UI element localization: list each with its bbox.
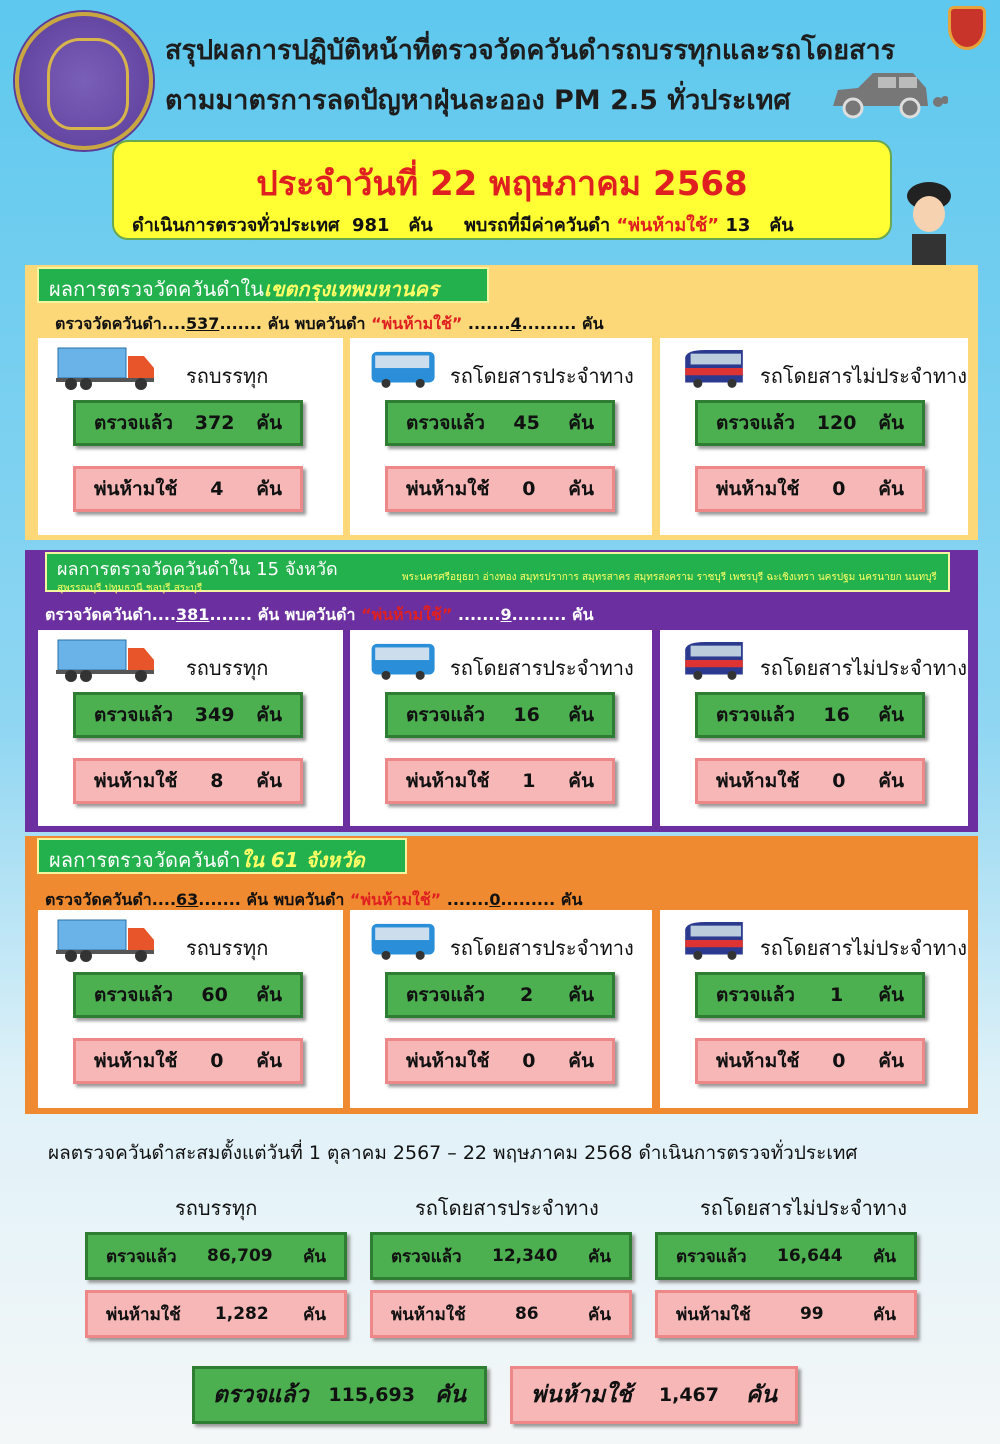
section-header xyxy=(45,552,950,592)
page-title-line2: ตามมาตรการลดปัญหาฝุ่นละออง PM 2.5 ทั่วประเทศ xyxy=(165,85,791,116)
page-title-line1: สรุปผลการปฏิบัติหน้าที่ตรวจวัดควันดำรถบรรทุกและรถโดยสาร xyxy=(165,35,896,66)
checked-label: ตรวจแล้ว xyxy=(94,984,173,1006)
unit: คัน xyxy=(587,1304,611,1325)
banned-label: “พ่นห้ามใช้” xyxy=(349,890,442,909)
checked-label: ตรวจแล้ว xyxy=(406,412,485,434)
checked-count: 45 xyxy=(513,412,540,434)
banned-label: พ่นห้ามใช้ xyxy=(94,478,178,500)
banned-label: “พ่นห้ามใช้” xyxy=(361,605,453,624)
banned-label: พ่นห้ามใช้ xyxy=(406,478,490,500)
checked-pill xyxy=(695,692,925,738)
checked-label: ตรวจแล้ว xyxy=(106,1246,177,1267)
unit: คัน xyxy=(878,770,904,792)
unit: คัน xyxy=(878,1050,904,1072)
unit: คัน xyxy=(303,1246,326,1267)
vehicle-type-label: รถโดยสารประจำทาง xyxy=(450,936,634,960)
banned-pill xyxy=(73,466,303,512)
banned-pill xyxy=(695,758,925,804)
unit: คัน xyxy=(303,1304,326,1325)
banned-count: 86 xyxy=(514,1304,539,1324)
section-banned: 0 xyxy=(489,890,501,909)
section-header xyxy=(37,838,407,874)
banned-label: พ่นห้ามใช้ xyxy=(391,1304,466,1325)
banned-count: 0 xyxy=(832,770,846,792)
checked-count: 16,644 xyxy=(777,1246,843,1266)
banned-pill xyxy=(695,466,925,512)
unit: คัน xyxy=(256,770,282,792)
found-label: คัน พบควันดำ xyxy=(257,605,356,624)
checked-count: 1 xyxy=(829,984,844,1006)
unit: คัน xyxy=(568,984,594,1006)
banned-count: 4 xyxy=(210,478,224,500)
banned-pill xyxy=(385,1038,615,1084)
unit: คัน xyxy=(878,478,904,500)
checked-count: 16 xyxy=(513,704,540,726)
banned-label: พ่นห้ามใช้ xyxy=(94,770,178,792)
section-banned: 4 xyxy=(510,314,522,333)
banned-count: 1 xyxy=(522,770,536,792)
banned-label: “พ่นห้ามใช้” xyxy=(616,215,720,236)
banned-pill xyxy=(385,466,615,512)
banned-pill xyxy=(695,1038,925,1084)
checked-count: 16 xyxy=(823,704,850,726)
inspected-label: ดำเนินการตรวจทั่วประเทศ xyxy=(132,215,340,236)
checked-label: ตรวจแล้ว xyxy=(391,1246,462,1267)
vehicle-card-bus_nonfixed xyxy=(660,338,968,535)
vehicle-type-label: รถโดยสารไม่ประจำทาง xyxy=(760,936,968,960)
vehicle-type-label: รถโดยสารประจำทาง xyxy=(450,364,634,388)
police-badge-logo xyxy=(948,6,986,50)
checked-count: 349 xyxy=(194,704,235,726)
unit: คัน xyxy=(878,984,904,1006)
vehicle-card-bus_nonfixed xyxy=(660,910,968,1108)
cumulative-vehicle-label: รถโดยสารไม่ประจำทาง xyxy=(700,1196,908,1220)
banned-count: 8 xyxy=(210,770,224,792)
vehicle-type-label: รถโดยสารประจำทาง xyxy=(450,656,634,680)
vehicle-type-label: รถบรรทุก xyxy=(186,936,269,960)
unit: คัน xyxy=(588,1246,611,1267)
vehicle-type-label: รถบรรทุก xyxy=(186,656,269,680)
cumulative-vehicle-label: รถโดยสารประจำทาง xyxy=(415,1196,599,1220)
found-label: คัน พบควันดำ xyxy=(267,314,366,333)
daily-summary-line xyxy=(132,210,794,239)
vehicle-type-label: รถโดยสารไม่ประจำทาง xyxy=(760,656,968,680)
unit: คัน xyxy=(745,1382,777,1408)
banned-label: พ่นห้ามใช้ xyxy=(94,1050,178,1072)
cumulative-banned-pill xyxy=(85,1290,347,1338)
section-summary-line: ตรวจวัดควันดำ....381....... คัน พบควันดำ “พ่นห้ามใช้” .......9......... คัน xyxy=(45,605,594,624)
unit: คัน xyxy=(256,478,282,500)
found-label: คัน พบควันดำ xyxy=(246,890,345,909)
checked-label: ตรวจแล้ว xyxy=(676,1246,747,1267)
checked-count: 86,709 xyxy=(207,1246,273,1266)
unit: คัน xyxy=(256,984,282,1006)
banned-count: 0 xyxy=(210,1050,224,1072)
banned-label: พ่นห้ามใช้ xyxy=(716,1050,800,1072)
banned-count: 0 xyxy=(522,1050,536,1072)
section-title: ผลการตรวจวัดควันดำใน xyxy=(49,277,264,301)
unit: คัน xyxy=(568,1050,594,1072)
checked-count: 372 xyxy=(194,412,235,434)
section-banned: 9 xyxy=(500,605,512,624)
checked-label: ตรวจแล้ว xyxy=(94,412,173,434)
total-banned-pill xyxy=(510,1366,798,1424)
truck-icon xyxy=(56,346,156,391)
banned-count: 0 xyxy=(832,478,846,500)
section-inspected: 537 xyxy=(186,314,220,333)
found-label: พบรถที่มีค่าควันดำ xyxy=(464,215,611,236)
section-header xyxy=(37,267,489,303)
vehicle-card-bus_fixed xyxy=(350,338,652,535)
cumulative-banned-pill xyxy=(655,1290,917,1338)
cumulative-vehicle-label: รถบรรทุก xyxy=(175,1196,258,1220)
cumulative-checked-pill xyxy=(85,1232,347,1280)
unit: คัน xyxy=(581,314,604,333)
vehicle-card-truck xyxy=(38,338,343,535)
department-seal-logo xyxy=(15,12,153,150)
vehicle-card-bus_nonfixed xyxy=(660,630,968,826)
unit: คัน xyxy=(568,478,594,500)
banned-pill xyxy=(385,758,615,804)
total-checked-count: 115,693 xyxy=(328,1384,415,1406)
section-inspected: 63 xyxy=(176,890,199,909)
section-title-emphasis: ใน 61 จังหวัด xyxy=(240,848,365,872)
unit: คัน xyxy=(568,412,594,434)
vehicle-card-bus_fixed xyxy=(350,910,652,1108)
checked-pill xyxy=(73,400,303,446)
banned-count: 1,282 xyxy=(214,1304,269,1324)
truck-icon xyxy=(56,638,156,683)
checked-count: 120 xyxy=(816,412,857,434)
section-title: ผลการตรวจวัดควันดำ xyxy=(49,848,241,872)
inspect-label: ตรวจวัดควันดำ xyxy=(55,314,162,333)
cumulative-banned-pill xyxy=(370,1290,632,1338)
checked-pill xyxy=(385,972,615,1018)
checked-label: ตรวจแล้ว xyxy=(94,704,173,726)
banned-label: พ่นห้ามใช้ xyxy=(531,1382,632,1408)
checked-count: 2 xyxy=(519,984,534,1006)
daily-inspected: 981 xyxy=(351,215,390,236)
checked-pill xyxy=(385,692,615,738)
checked-label: ตรวจแล้ว xyxy=(406,984,485,1006)
cumulative-checked-pill xyxy=(370,1232,632,1280)
province-list: พระนครศรีอยุธยา อ่างทอง สมุทรปราการ สมุทรสาคร สมุทรสงคราม ราชบุรี เพชรบุรี ฉะเชิงเทรา นครปฐม นครนายก นนทบุรี สุพรรณบุรี ปทุมธานี ชลบุรี สระบุรี xyxy=(57,572,937,594)
total-banned-count: 1,467 xyxy=(658,1384,719,1406)
banned-count: 99 xyxy=(799,1304,824,1324)
total-checked-pill xyxy=(192,1366,487,1424)
unit: คัน xyxy=(434,1382,466,1408)
banned-label: พ่นห้ามใช้ xyxy=(716,478,800,500)
section-title-emphasis: เขตกรุงเทพมหานคร xyxy=(263,277,439,301)
inspect-label: ตรวจวัดควันดำ xyxy=(45,605,152,624)
unit: คัน xyxy=(408,215,433,236)
unit: คัน xyxy=(872,1304,896,1325)
vehicle-card-truck xyxy=(38,630,343,826)
banned-pill xyxy=(73,758,303,804)
daily-summary-box xyxy=(112,140,892,240)
banned-label: พ่นห้ามใช้ xyxy=(106,1304,181,1325)
checked-label: ตรวจแล้ว xyxy=(716,412,795,434)
section-title: ผลการตรวจวัดควันดำใน 15 จังหวัด xyxy=(57,559,338,580)
section-summary-line: ตรวจวัดควันดำ....63....... คัน พบควันดำ “พ่นห้ามใช้” .......0......... คัน xyxy=(45,890,583,909)
vehicle-card-truck xyxy=(38,910,343,1108)
unit: คัน xyxy=(873,1246,896,1267)
banned-count: 0 xyxy=(832,1050,846,1072)
checked-label: ตรวจแล้ว xyxy=(213,1382,309,1408)
vehicle-type-label: รถโดยสารไม่ประจำทาง xyxy=(760,364,968,388)
checked-pill xyxy=(695,972,925,1018)
car-exhaust-icon xyxy=(828,68,948,120)
unit: คัน xyxy=(571,605,594,624)
banned-label: พ่นห้ามใช้ xyxy=(676,1304,751,1325)
vehicle-type-label: รถบรรทุก xyxy=(186,364,269,388)
checked-label: ตรวจแล้ว xyxy=(716,984,795,1006)
cumulative-title: ผลตรวจควันดำสะสมตั้งแต่วันที่ 1 ตุลาคม 2567 – 22 พฤษภาคม 2568 ดำเนินการตรวจทั่วประเทศ xyxy=(48,1142,858,1164)
cumulative-checked-pill xyxy=(655,1232,917,1280)
unit: คัน xyxy=(256,704,282,726)
banned-label: พ่นห้ามใช้ xyxy=(716,770,800,792)
inspect-label: ตรวจวัดควันดำ xyxy=(45,890,152,909)
truck-icon xyxy=(56,918,156,963)
checked-label: ตรวจแล้ว xyxy=(716,704,795,726)
banned-label: “พ่นห้ามใช้” xyxy=(371,314,463,333)
checked-pill xyxy=(385,400,615,446)
section-inspected: 381 xyxy=(176,605,210,624)
unit: คัน xyxy=(560,890,583,909)
checked-pill xyxy=(695,400,925,446)
report-date: ประจำวันที่ 22 พฤษภาคม 2568 xyxy=(256,164,748,204)
checked-pill xyxy=(73,972,303,1018)
checked-count: 60 xyxy=(201,984,228,1006)
banned-label: พ่นห้ามใช้ xyxy=(406,770,490,792)
vehicle-card-bus_fixed xyxy=(350,630,652,826)
checked-pill xyxy=(73,692,303,738)
checked-label: ตรวจแล้ว xyxy=(406,704,485,726)
unit: คัน xyxy=(568,704,594,726)
unit: คัน xyxy=(769,215,794,236)
checked-count: 12,340 xyxy=(492,1246,558,1266)
unit: คัน xyxy=(878,412,904,434)
unit: คัน xyxy=(878,704,904,726)
unit: คัน xyxy=(256,412,282,434)
banned-pill xyxy=(73,1038,303,1084)
unit: คัน xyxy=(256,1050,282,1072)
banned-count: 0 xyxy=(522,478,536,500)
section-summary-line: ตรวจวัดควันดำ....537....... คัน พบควันดำ “พ่นห้ามใช้” .......4......... คัน xyxy=(55,314,604,333)
banned-label: พ่นห้ามใช้ xyxy=(406,1050,490,1072)
unit: คัน xyxy=(568,770,594,792)
daily-banned: 13 xyxy=(725,215,751,236)
